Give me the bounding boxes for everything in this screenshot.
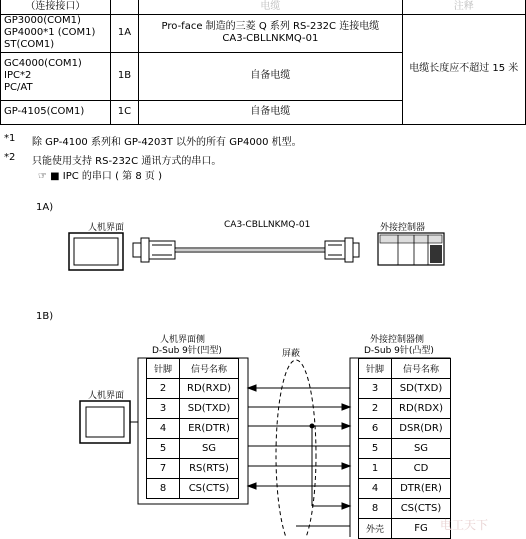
signal-wires xyxy=(248,385,350,526)
interface-cell: GP-4105(COM1) xyxy=(1,100,111,124)
left-pin-row: 7 RS(RTS) xyxy=(147,459,239,479)
header-cable: 电缆 xyxy=(139,0,402,14)
right-pin-row: 3 SD(TXD) xyxy=(359,379,451,399)
footnote-2-text: 只能使用支持 RS-232C 通讯方式的串口。 xyxy=(32,156,222,167)
shield-label: 屏蔽 xyxy=(282,349,301,359)
watermark-logo: 电工天下 xyxy=(440,518,489,532)
left-pin-row: 4 ER(DTR) xyxy=(147,419,239,439)
left-pin-table xyxy=(146,358,239,499)
interface-cell: GP3000(COM1) GP4000*1 (COM1) ST(COM1) xyxy=(1,14,111,52)
cable-code: 1A xyxy=(110,14,139,52)
cable-1a-diagram xyxy=(0,225,526,275)
cable-line xyxy=(175,248,325,252)
right-pin-header: 针脚 信号名称 xyxy=(359,359,451,379)
cable-description: 自备电缆 xyxy=(139,52,402,100)
header-interface: （连接接口） xyxy=(1,0,111,14)
footnote-1-text: 除 GP-4100 系列和 GP-4203T 以外的所有 GP4000 机型。 xyxy=(32,137,302,148)
interface-cell: GC4000(COM1) IPC*2 PC/AT xyxy=(1,52,111,100)
plc-controller-icon xyxy=(378,233,444,265)
hmi-monitor-icon xyxy=(80,401,130,443)
right-dsub-connector-icon xyxy=(325,238,359,262)
right-pin-table xyxy=(358,358,451,539)
right-pin-row: 5 SG xyxy=(359,439,451,459)
left-pin-row: 8 CS(CTS) xyxy=(147,479,239,499)
cable-note: 电缆长度应不超过 15 米 xyxy=(402,14,526,124)
connection-spec-table xyxy=(0,0,526,125)
shield-ellipse xyxy=(276,360,316,537)
right-pin-row: 4 DTR(ER) xyxy=(359,479,451,499)
hmi-label-1b: 人机界面 xyxy=(88,391,125,401)
pointing-hand-icon: ☞ xyxy=(38,171,47,182)
cable-description: 自备电缆 xyxy=(139,100,402,124)
spec-row-1a xyxy=(1,14,526,52)
spec-header-row xyxy=(1,0,526,14)
section-1b-label: 1B) xyxy=(36,311,54,322)
right-pin-row: 6 DSR(DR) xyxy=(359,419,451,439)
cable-model-label: CA3-CBLLNKMQ-01 xyxy=(224,220,311,230)
header-note: 注释 xyxy=(402,0,526,14)
right-pin-row: 外壳 FG xyxy=(359,519,451,539)
right-pin-row: 2 RD(RDX) xyxy=(359,399,451,419)
left-side-title: 人机界面侧 xyxy=(160,335,206,345)
section-1a-label: 1A) xyxy=(36,202,54,213)
right-connector-type: D-Sub 9针(凸型) xyxy=(364,346,434,356)
controller-label-1a: 外接控制器 xyxy=(380,223,426,233)
cable-code: 1C xyxy=(110,100,139,124)
right-side-title: 外接控制器侧 xyxy=(370,335,425,345)
left-pin-row: 3 SD(TXD) xyxy=(147,399,239,419)
hmi-monitor-icon xyxy=(69,233,123,270)
right-pin-row: 1 CD xyxy=(359,459,451,479)
reference-link[interactable]: ☞ ■ IPC 的串口 ( 第 8 页 ) xyxy=(38,171,162,182)
left-connector-type: D-Sub 9针(凹型) xyxy=(152,346,222,356)
cable-description: Pro-face 制造的三菱 Q 系列 RS-232C 连接电缆 CA3-CBLLNKMQ-01 xyxy=(139,14,402,52)
right-pin-row: 8 CS(CTS) xyxy=(359,499,451,519)
left-pin-header: 针脚 信号名称 xyxy=(147,359,239,379)
left-dsub-connector-icon xyxy=(133,238,175,262)
left-pin-row: 5 SG xyxy=(147,439,239,459)
left-pin-row: 2 RD(RXD) xyxy=(147,379,239,399)
hmi-label-1a: 人机界面 xyxy=(88,223,125,233)
footnote-1-mark: *1 xyxy=(4,133,16,144)
cable-code: 1B xyxy=(110,52,139,100)
footnote-2-mark: *2 xyxy=(4,152,16,163)
